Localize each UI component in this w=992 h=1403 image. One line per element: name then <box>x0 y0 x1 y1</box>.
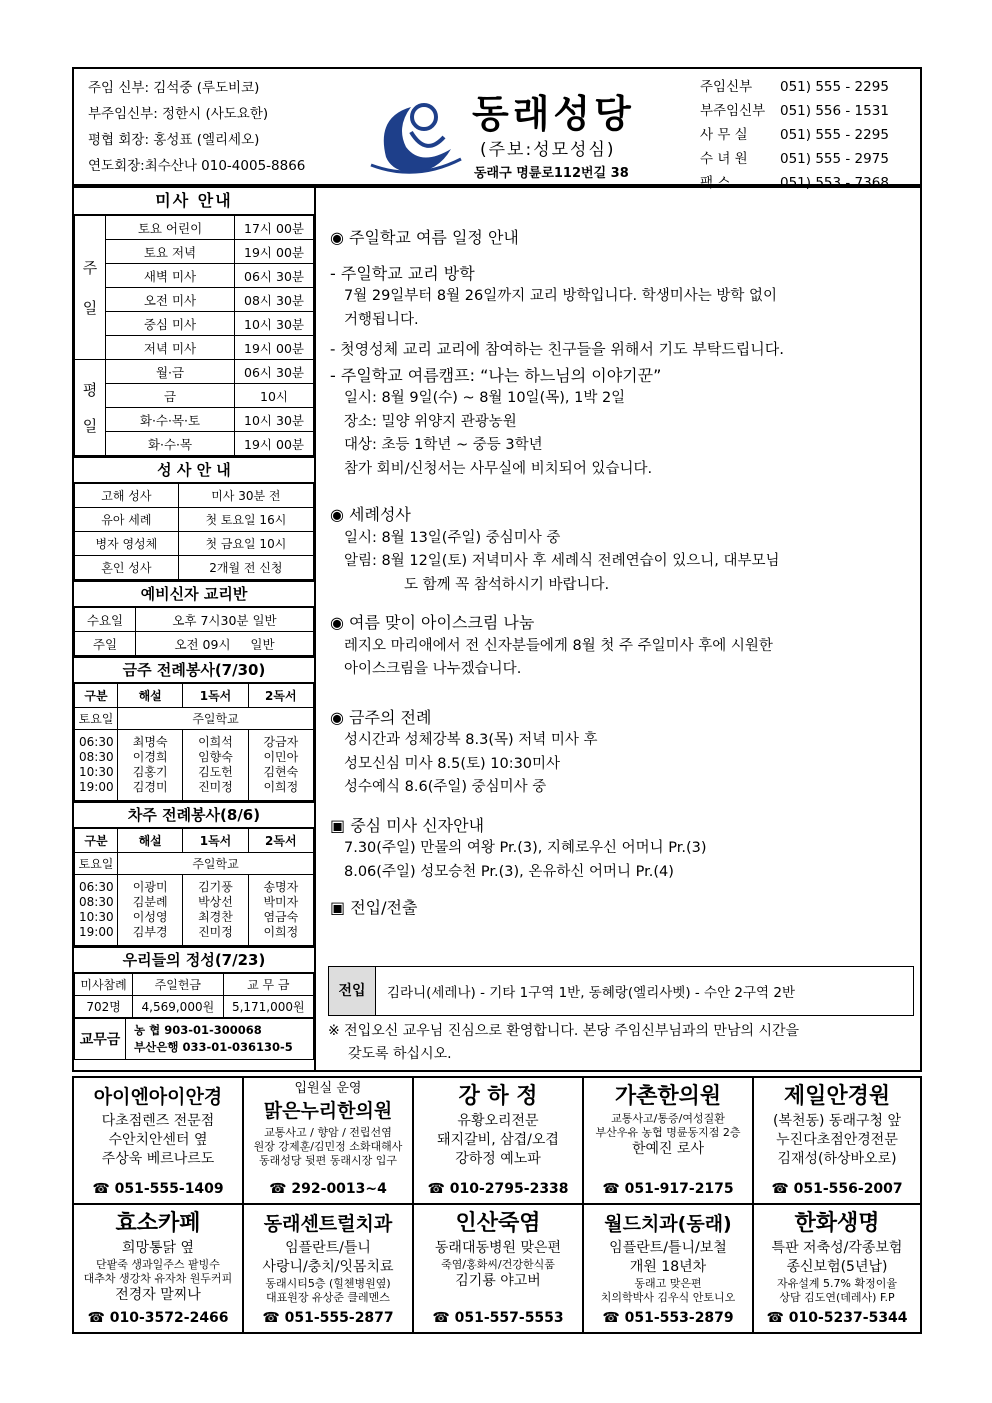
ad-line: 사랑니/충치/잇몸치료 <box>262 1259 394 1275</box>
clergy-line: 연도회장:최수산나 010-4005-8866 <box>88 158 306 174</box>
this-week-heading: 금주 전례봉사(7/30) <box>74 656 314 683</box>
ads-grid <box>72 1076 922 1334</box>
mass-time: 19시 00분 <box>235 336 314 360</box>
ad-small-line: 교통사고/통증/여성질환 <box>611 1112 725 1125</box>
ad-phone: ☎ 010-2795-2338 <box>427 1181 569 1197</box>
catechumen-table: 수요일 오후 7시30분 일반 주일 오전 09시 일반 <box>74 607 314 656</box>
mass-name: 화·수·목·토 <box>106 408 235 432</box>
notice-title: ◉ 주일학교 여름 일정 안내 <box>330 228 519 247</box>
mass-time: 10시 30분 <box>235 312 314 336</box>
ad-name: 인산죽염 <box>455 1211 541 1236</box>
ad-name: 맑은누리한의원 <box>263 1100 393 1122</box>
mass-name: 토요 저녁 <box>106 240 235 264</box>
ad-box <box>754 1078 920 1205</box>
mass-time: 17시 00분 <box>235 216 314 240</box>
ad-line: 김재성(하상바오로) <box>777 1151 897 1167</box>
offering-table: 미사참례 주일헌금 교 무 금 702명 4,569,000원 5,171,000원 <box>74 973 314 1018</box>
ad-phone: ☎ 051-555-1409 <box>92 1181 224 1197</box>
ad-phone: ☎ 051-555-2877 <box>262 1310 394 1326</box>
ad-small-line: 원장 강제훈/김민정 소화대해사 <box>253 1140 403 1153</box>
notice-title: ◉ 세례성사 <box>330 505 411 524</box>
mass-name: 저녁 미사 <box>106 336 235 360</box>
next-week-table: 구분 해설 1독서 2독서 토요일 주일학교 06:30 08:30 10:30 19:00 이광미 김분례 이성영 김부경 김기풍 박상선 최경찬 진미정 송명자 박미자 염금숙 이희정 <box>74 828 314 946</box>
sidebar <box>74 188 316 1070</box>
this-week-table: 구분 해설 1독서 2독서 토요일 주일학교 06:30 08:30 10:30 19:00 최명숙 이경희 김홍기 김경미 이희석 임향숙 김도헌 진미정 강금자 이민아 김현숙 이희정 <box>74 683 314 801</box>
transfer-label: 전입 <box>329 967 376 1015</box>
ad-small-line: 동래고 맞은편 <box>634 1277 702 1290</box>
ad-line: 개원 18년차 <box>629 1259 707 1275</box>
sacraments-table: 고해 성사 미사 30분 전 유아 세례 첫 토요일 16시 병자 영성체 첫 금요일 10시 혼인 성사 2개월 전 신청 <box>74 483 314 580</box>
ad-small-line: 치의학박사 김우식 안토니오 <box>600 1291 736 1304</box>
ad-line: 수안치안센터 옆 <box>108 1132 208 1148</box>
ad-line: 강하정 예노파 <box>455 1151 541 1167</box>
ad-name: 월드치과(동래) <box>604 1213 732 1235</box>
mass-time: 10시 30분 <box>235 408 314 432</box>
ad-line: 전경자 말찌나 <box>115 1287 201 1303</box>
ad-name: 아이엔아이안경 <box>93 1086 223 1108</box>
notice-title: ▣ 중심 미사 신자안내 <box>330 815 485 835</box>
parish-address: 동래구 명륜로112번길 38 <box>474 166 629 181</box>
ad-name: 강 하 정 <box>458 1084 538 1109</box>
sunday-label: 주 일 <box>75 216 106 360</box>
mass-name: 오전 미사 <box>106 288 235 312</box>
ad-tagline: 입원실 운영 <box>294 1081 362 1096</box>
ad-box <box>414 1205 584 1332</box>
ad-phone: ☎ 010-3572-2466 <box>87 1310 229 1326</box>
clergy-line: 주임 신부: 김석중 (루도비코) <box>88 80 260 96</box>
ad-line: 특판 저축성/각종보험 <box>771 1240 903 1256</box>
clergy-list <box>88 75 305 179</box>
ad-box <box>244 1078 414 1205</box>
notice-title: ▣ 전입/전출 <box>330 898 418 917</box>
ad-small-line: 대표원장 유상준 클레멘스 <box>266 1291 390 1304</box>
catechumen-heading: 예비신자 교리반 <box>74 580 314 607</box>
notice-title: ◉ 여름 맞이 아이스크림 나눔 <box>330 613 535 632</box>
clergy-line: 부주임신부: 정한시 (사도요한) <box>88 106 269 122</box>
bulletin-header <box>72 67 922 191</box>
mass-table <box>74 215 314 456</box>
ad-small-line: 동래시티5층 (힐첸병원옆) <box>265 1277 391 1290</box>
ad-small-line: 단팥죽 생과일주스 팥빙수 <box>96 1258 220 1271</box>
parish-title: 동래성당 <box>472 92 635 136</box>
mass-time: 06시 30분 <box>235 360 314 384</box>
mass-time: 10시 <box>235 384 314 408</box>
ad-small-line: 죽염/홍화씨/건강한식품 <box>441 1258 555 1271</box>
mass-name: 금 <box>106 384 235 408</box>
account-table: 교무금 농 협 903-01-300068 부산은행 033-01-036130-5 <box>74 1018 314 1060</box>
ad-line: (복천동) 동래구청 앞 <box>772 1113 902 1129</box>
ad-box <box>584 1078 754 1205</box>
ad-name: 동래센트럴치과 <box>263 1213 393 1235</box>
ad-line: 다초점렌즈 전문점 <box>101 1113 215 1129</box>
parish-logo-icon <box>366 87 466 177</box>
ad-box <box>584 1205 754 1332</box>
mass-time: 08시 30분 <box>235 288 314 312</box>
ad-line: 임플란트/틀니/보철 <box>609 1240 727 1256</box>
ad-line: 종신보험(5년납) <box>786 1259 888 1275</box>
next-week-heading: 차주 전례봉사(8/6) <box>74 801 314 828</box>
ad-name: 가촌한의원 <box>614 1084 722 1109</box>
mass-time: 19시 00분 <box>235 432 314 456</box>
ad-name: 효소카페 <box>115 1211 201 1236</box>
ad-line: 유황오리전문 <box>457 1113 539 1129</box>
mass-heading: 미사 안내 <box>74 188 314 215</box>
ad-line: 한예진 로사 <box>631 1141 705 1157</box>
contact-list <box>700 75 889 195</box>
ad-small-line: 자유설계 5.7% 확정이율 <box>777 1277 897 1290</box>
ad-phone: ☎ 292-0013~4 <box>269 1181 387 1197</box>
ad-phone: ☎ 051-557-5553 <box>432 1310 564 1326</box>
mass-time: 06시 30분 <box>235 264 314 288</box>
transfer-box <box>328 966 914 1016</box>
mass-name: 중심 미사 <box>106 312 235 336</box>
notice-title: ◉ 금주의 전례 <box>330 707 432 727</box>
ad-small-line: 교통사고 / 향암 / 전립선염 <box>264 1126 392 1139</box>
ad-small-line: 동래성당 뒷편 동래시장 입구 <box>258 1154 397 1167</box>
ad-line: 돼지갈비, 삼겹/오겹 <box>437 1132 559 1148</box>
ad-phone: ☎ 010-5237-5344 <box>766 1310 908 1326</box>
ad-small-line: 상담 김도연(데레사) F.P <box>779 1291 895 1304</box>
bulletin-subtitle: (주보:성모성심) <box>480 140 616 160</box>
ad-phone: ☎ 051-553-2879 <box>602 1310 734 1326</box>
notices: ◉ 주일학교 여름 일정 안내 - 주일학교 교리 방학 7월 29일부터 8월 26일까지 교리 방학입니다. 학생미사는 방학 없이 거행됩니다. - 첫영성체 교리 교리에 참여하는 친구들을 위해서 기도 부탁드립니다. - 주일학교 여름캠프: “나는 하느님의 이야기꾼” 일시: 8월 9일(수) ~ 8월 10일(목), 1박 2일 장소: 밀양 위양지 관광농원 대상: 초등 1학년 ~ 중등 3학년 참가 회비/신청서는 사무실에 비치되어 있습니다. ◉ 세례성사 일시: 8월 13일(주일) 중심미사 중 알림: 8월 12일(토) 저녁미사 후 세례식 전례연습이 있으니, 대부모님 도 함께 꼭 참석하시기 바랍니다. ◉ 여름 맞이 아이스크림 나눔 레지오 마리애에서 전 신자분들에게 8월 첫 주 주일미사 후에 시원한 아이스크림을 나누겠습니다. ◉ 금주의 전례 성시간과 성체강복 8.3(목) 저녁 미사 후 성모신심 미사 8.5(토) 10:30미사 성수예식 8.6(주일) 중심미사 중 ▣ 중심 미사 신자안내 7.30(주일) 만물의 여왕 Pr.(3), 지혜로우신 어머니 Pr.(3) 8.06(주일) 성모승천 Pr.(3), 온유하신 어머니 Pr.(4) ▣ 전입/전출 <box>330 226 920 920</box>
ad-line: 김기룡 야고버 <box>455 1273 541 1289</box>
ad-line: 주상욱 베르나르도 <box>101 1151 215 1167</box>
ad-line: 희망통닭 옆 <box>121 1240 195 1256</box>
ad-line: 누진다초점안경전문 <box>776 1132 898 1148</box>
ad-name: 한화생명 <box>794 1211 880 1236</box>
mass-name: 새벽 미사 <box>106 264 235 288</box>
transfer-text: 김라니(세레나) - 기타 1구역 1반, 동혜랑(엘리사벳) - 수안 2구역 2반 <box>387 985 796 1001</box>
ad-phone: ☎ 051-556-2007 <box>771 1181 903 1197</box>
contact-row: 수 녀 원 051) 555 - 2975 <box>700 151 889 167</box>
ad-line: 동래대동병원 맞은편 <box>434 1240 562 1256</box>
sacraments-heading: 성 사 안 내 <box>74 456 314 483</box>
ad-box <box>754 1205 920 1332</box>
contact-row: 사 무 실 051) 555 - 2295 <box>700 127 889 143</box>
bulletin-main <box>72 186 922 1072</box>
weekday-label: 평 일 <box>75 360 106 456</box>
ad-small-line: 부산우유 농협 명륜동지점 2층 <box>595 1126 741 1139</box>
ad-small-line: 대추차 생강차 유자차 원두커피 <box>83 1272 233 1285</box>
ad-box <box>74 1078 244 1205</box>
offering-heading: 우리들의 정성(7/23) <box>74 946 314 973</box>
ad-box <box>244 1205 414 1332</box>
contact-row: 팩 스 051) 553 - 7368 <box>700 175 889 191</box>
mass-time: 19시 00분 <box>235 240 314 264</box>
ad-name: 제일안경원 <box>783 1084 891 1109</box>
ad-box <box>74 1205 244 1332</box>
ad-line: 임플란트/틀니 <box>285 1240 371 1256</box>
mass-name: 월·금 <box>106 360 235 384</box>
clergy-line: 평협 회장: 홍성표 (엘리세오) <box>88 132 260 148</box>
welcome-note: ※ 전입오신 교우님 진심으로 환영합니다. 본당 주임신부님과의 만남의 시간을 갖도록 하십시오. <box>328 1023 800 1062</box>
mass-name: 화·수·목 <box>106 432 235 456</box>
contact-row: 주임신부 051) 555 - 2295 <box>700 79 889 95</box>
ad-phone: ☎ 051-917-2175 <box>602 1181 734 1197</box>
ad-box <box>414 1078 584 1205</box>
mass-name: 토요 어린이 <box>106 216 235 240</box>
contact-row: 부주임신부 051) 556 - 1531 <box>700 103 889 119</box>
